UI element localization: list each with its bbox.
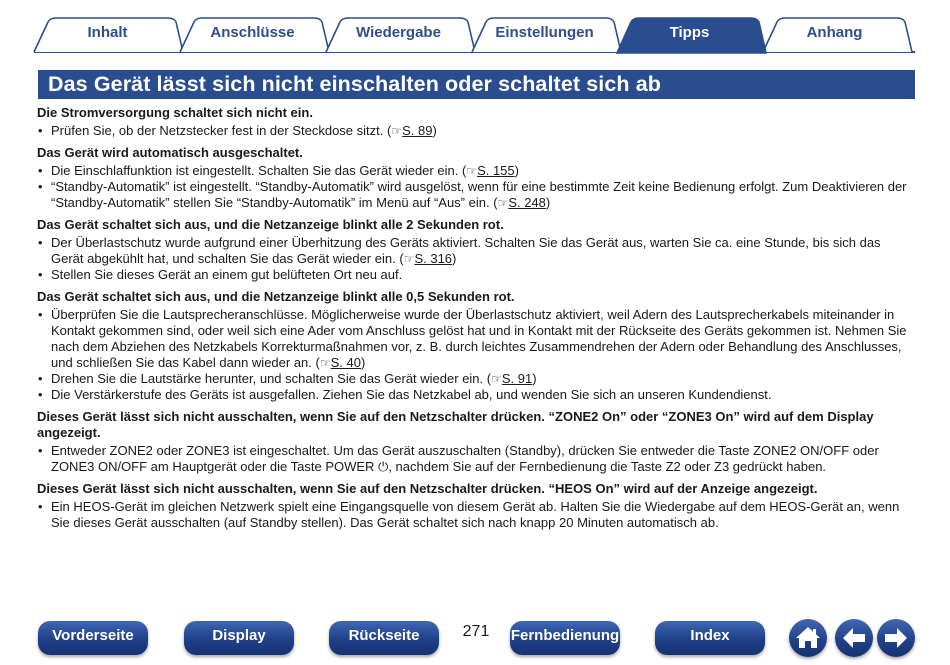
- page-number: 271: [462, 623, 490, 640]
- section-heos-on: [37, 481, 915, 531]
- pointing-hand-icon: ☞: [497, 196, 509, 210]
- page-reference[interactable]: (☞S. 40): [315, 355, 366, 370]
- list-item: [37, 235, 915, 267]
- tab-tipps[interactable]: Tipps: [669, 24, 710, 41]
- tab-inhalt[interactable]: Inhalt: [87, 24, 128, 41]
- section-heading: Das Gerät schaltet sich aus, und die Netzanzeige blinkt alle 2 Sekunden rot.: [37, 217, 504, 232]
- section-heading: Dieses Gerät lässt sich nicht ausschalten, wenn Sie auf den Netzschalter drücken. “HEOS On” wird auf der Anzeige angezeigt.: [37, 481, 818, 496]
- content: [37, 105, 915, 531]
- index-button[interactable]: Index: [655, 621, 765, 655]
- section-blink-2s: [37, 217, 915, 283]
- page-link[interactable]: S. 91: [501, 371, 533, 386]
- page-reference[interactable]: (☞S. 89): [387, 123, 437, 138]
- item-text: Der Überlastschutz wurde aufgrund einer Überhitzung des Geräts aktiviert. Schalten Sie das Gerät aus, warten Sie ca. eine Stunde, bis sich das Gerät abgekühlt hat, und schalten Sie das Gerät wieder ein.: [51, 235, 881, 266]
- home-button[interactable]: [789, 619, 827, 657]
- front-panel-button[interactable]: Vorderseite: [38, 621, 148, 655]
- item-text: Stellen Sie dieses Gerät an einem gut belüfteten Ort neu auf.: [51, 267, 403, 282]
- item-text: Ein HEOS-Gerät im gleichen Netzwerk spielt eine Eingangsquelle von diesem Gerät ab. Halten Sie die Wiedergabe auf dem HEOS-Gerät an, wenn Sie dieses Gerät ausschalten (auf Standby stellen). Das Gerät schaltet sich nach knapp 20 Minuten automatisch ab.: [51, 499, 900, 530]
- pointing-hand-icon: ☞: [319, 356, 331, 370]
- page-reference[interactable]: (☞S. 248): [493, 195, 551, 210]
- tab-wiedergabe[interactable]: Wiedergabe: [356, 24, 441, 41]
- page-link[interactable]: S. 316: [414, 251, 453, 266]
- item-text: Die Einschlaffunktion ist eingestellt. Schalten Sie das Gerät wieder ein.: [51, 163, 459, 178]
- pointing-hand-icon: ☞: [491, 372, 502, 386]
- page-link[interactable]: S. 40: [330, 355, 361, 370]
- page-title: Das Gerät lässt sich nicht einschalten oder schaltet sich ab: [38, 70, 915, 99]
- section-heading: Das Gerät wird automatisch ausgeschaltet.: [37, 145, 303, 160]
- arrow-right-icon: [877, 619, 915, 657]
- list-item: [37, 163, 915, 179]
- list-item: [37, 307, 915, 371]
- item-text: Prüfen Sie, ob der Netzstecker fest in der Steckdose sitzt.: [51, 123, 384, 138]
- list-item: [37, 179, 915, 211]
- section-heading: Das Gerät schaltet sich aus, und die Netzanzeige blinkt alle 0,5 Sekunden rot.: [37, 289, 515, 304]
- item-text: Entweder ZONE2 oder ZONE3 ist eingeschaltet. Um das Gerät auszuschalten (Standby), drücken Sie entweder die Taste ZONE2 ON/OFF oder ZONE3 ON/OFF am Hauptgerät oder die Taste POWER ⏻, nachdem Sie auf der Fernbedienung die Taste Z2 oder Z3 gedrückt haben.: [51, 443, 879, 474]
- list-item: [37, 443, 915, 475]
- list-item: [37, 499, 915, 531]
- display-button[interactable]: Display: [184, 621, 294, 655]
- item-text: Überprüfen Sie die Lautsprecheranschlüsse. Möglicherweise wurde der Überlastschutz aktiviert, weil Adern des Lautsprecherkabels miteinander in Kontakt gekommen sind, oder weil sich eine Ader vom Anschluss gelöst hat und in Kontakt mit der Rückseite des Geräts gekommen ist. Nehmen Sie nach dem Abziehen des Netzkabels Korrekturmaßnahmen vor, z. B. durch leichtes Zusammendrehen der Adern oder Behandlung des Anschlusses, und schließen Sie das Kabel dann wieder an.: [51, 307, 907, 370]
- item-text: Drehen Sie die Lautstärke herunter, und schalten Sie das Gerät wieder ein.: [51, 371, 484, 386]
- page-reference[interactable]: (☞S. 155): [461, 163, 519, 178]
- item-text: “Standby-Automatik” ist eingestellt. “Standby-Automatik” wird ausgelöst, wenn für eine bestimmte Zeit keine Bedienung erfolgt. Zum Deaktivieren der “Standby-Automatik” stellen Sie “Standby-Automatik” im Menü auf “Aus” ein.: [51, 179, 907, 210]
- page-link[interactable]: S. 89: [402, 123, 433, 138]
- list-item: [37, 123, 915, 139]
- next-page-button[interactable]: [877, 619, 915, 657]
- arrow-left-icon: [835, 619, 873, 657]
- list-item: [37, 371, 915, 387]
- section-zone-on: [37, 409, 915, 475]
- page-reference[interactable]: (☞S. 91): [486, 371, 537, 386]
- rear-panel-button[interactable]: Rückseite: [329, 621, 439, 655]
- page-reference[interactable]: (☞S. 316): [399, 251, 457, 266]
- tab-anschluesse[interactable]: Anschlüsse: [210, 24, 295, 41]
- tab-einstellungen[interactable]: Einstellungen: [495, 24, 594, 41]
- pointing-hand-icon: ☞: [391, 124, 403, 138]
- home-icon: [789, 619, 827, 657]
- page-link[interactable]: S. 248: [508, 195, 546, 210]
- page-link[interactable]: S. 155: [477, 163, 515, 178]
- list-item: [37, 267, 915, 283]
- list-item: [37, 387, 915, 403]
- section-heading: Die Stromversorgung schaltet sich nicht ein.: [37, 105, 313, 120]
- tab-anhang[interactable]: Anhang: [806, 24, 863, 41]
- pointing-hand-icon: ☞: [403, 252, 415, 266]
- section-blink-05s: [37, 289, 915, 403]
- section-auto-off: [37, 145, 915, 211]
- previous-page-button[interactable]: [835, 619, 873, 657]
- pointing-hand-icon: ☞: [466, 164, 478, 178]
- section-heading: Dieses Gerät lässt sich nicht ausschalten, wenn Sie auf den Netzschalter drücken. “ZONE2 On” oder “ZONE3 On” wird auf dem Display angezeigt.: [37, 409, 874, 440]
- item-text: Die Verstärkerstufe des Geräts ist ausgefallen. Ziehen Sie das Netzkabel ab, und wenden Sie sich an unseren Kundendienst.: [51, 387, 772, 402]
- remote-control-button[interactable]: Fernbedienung: [510, 621, 620, 655]
- section-power-does-not-turn-on: [37, 105, 915, 139]
- tab-bar: [0, 0, 950, 58]
